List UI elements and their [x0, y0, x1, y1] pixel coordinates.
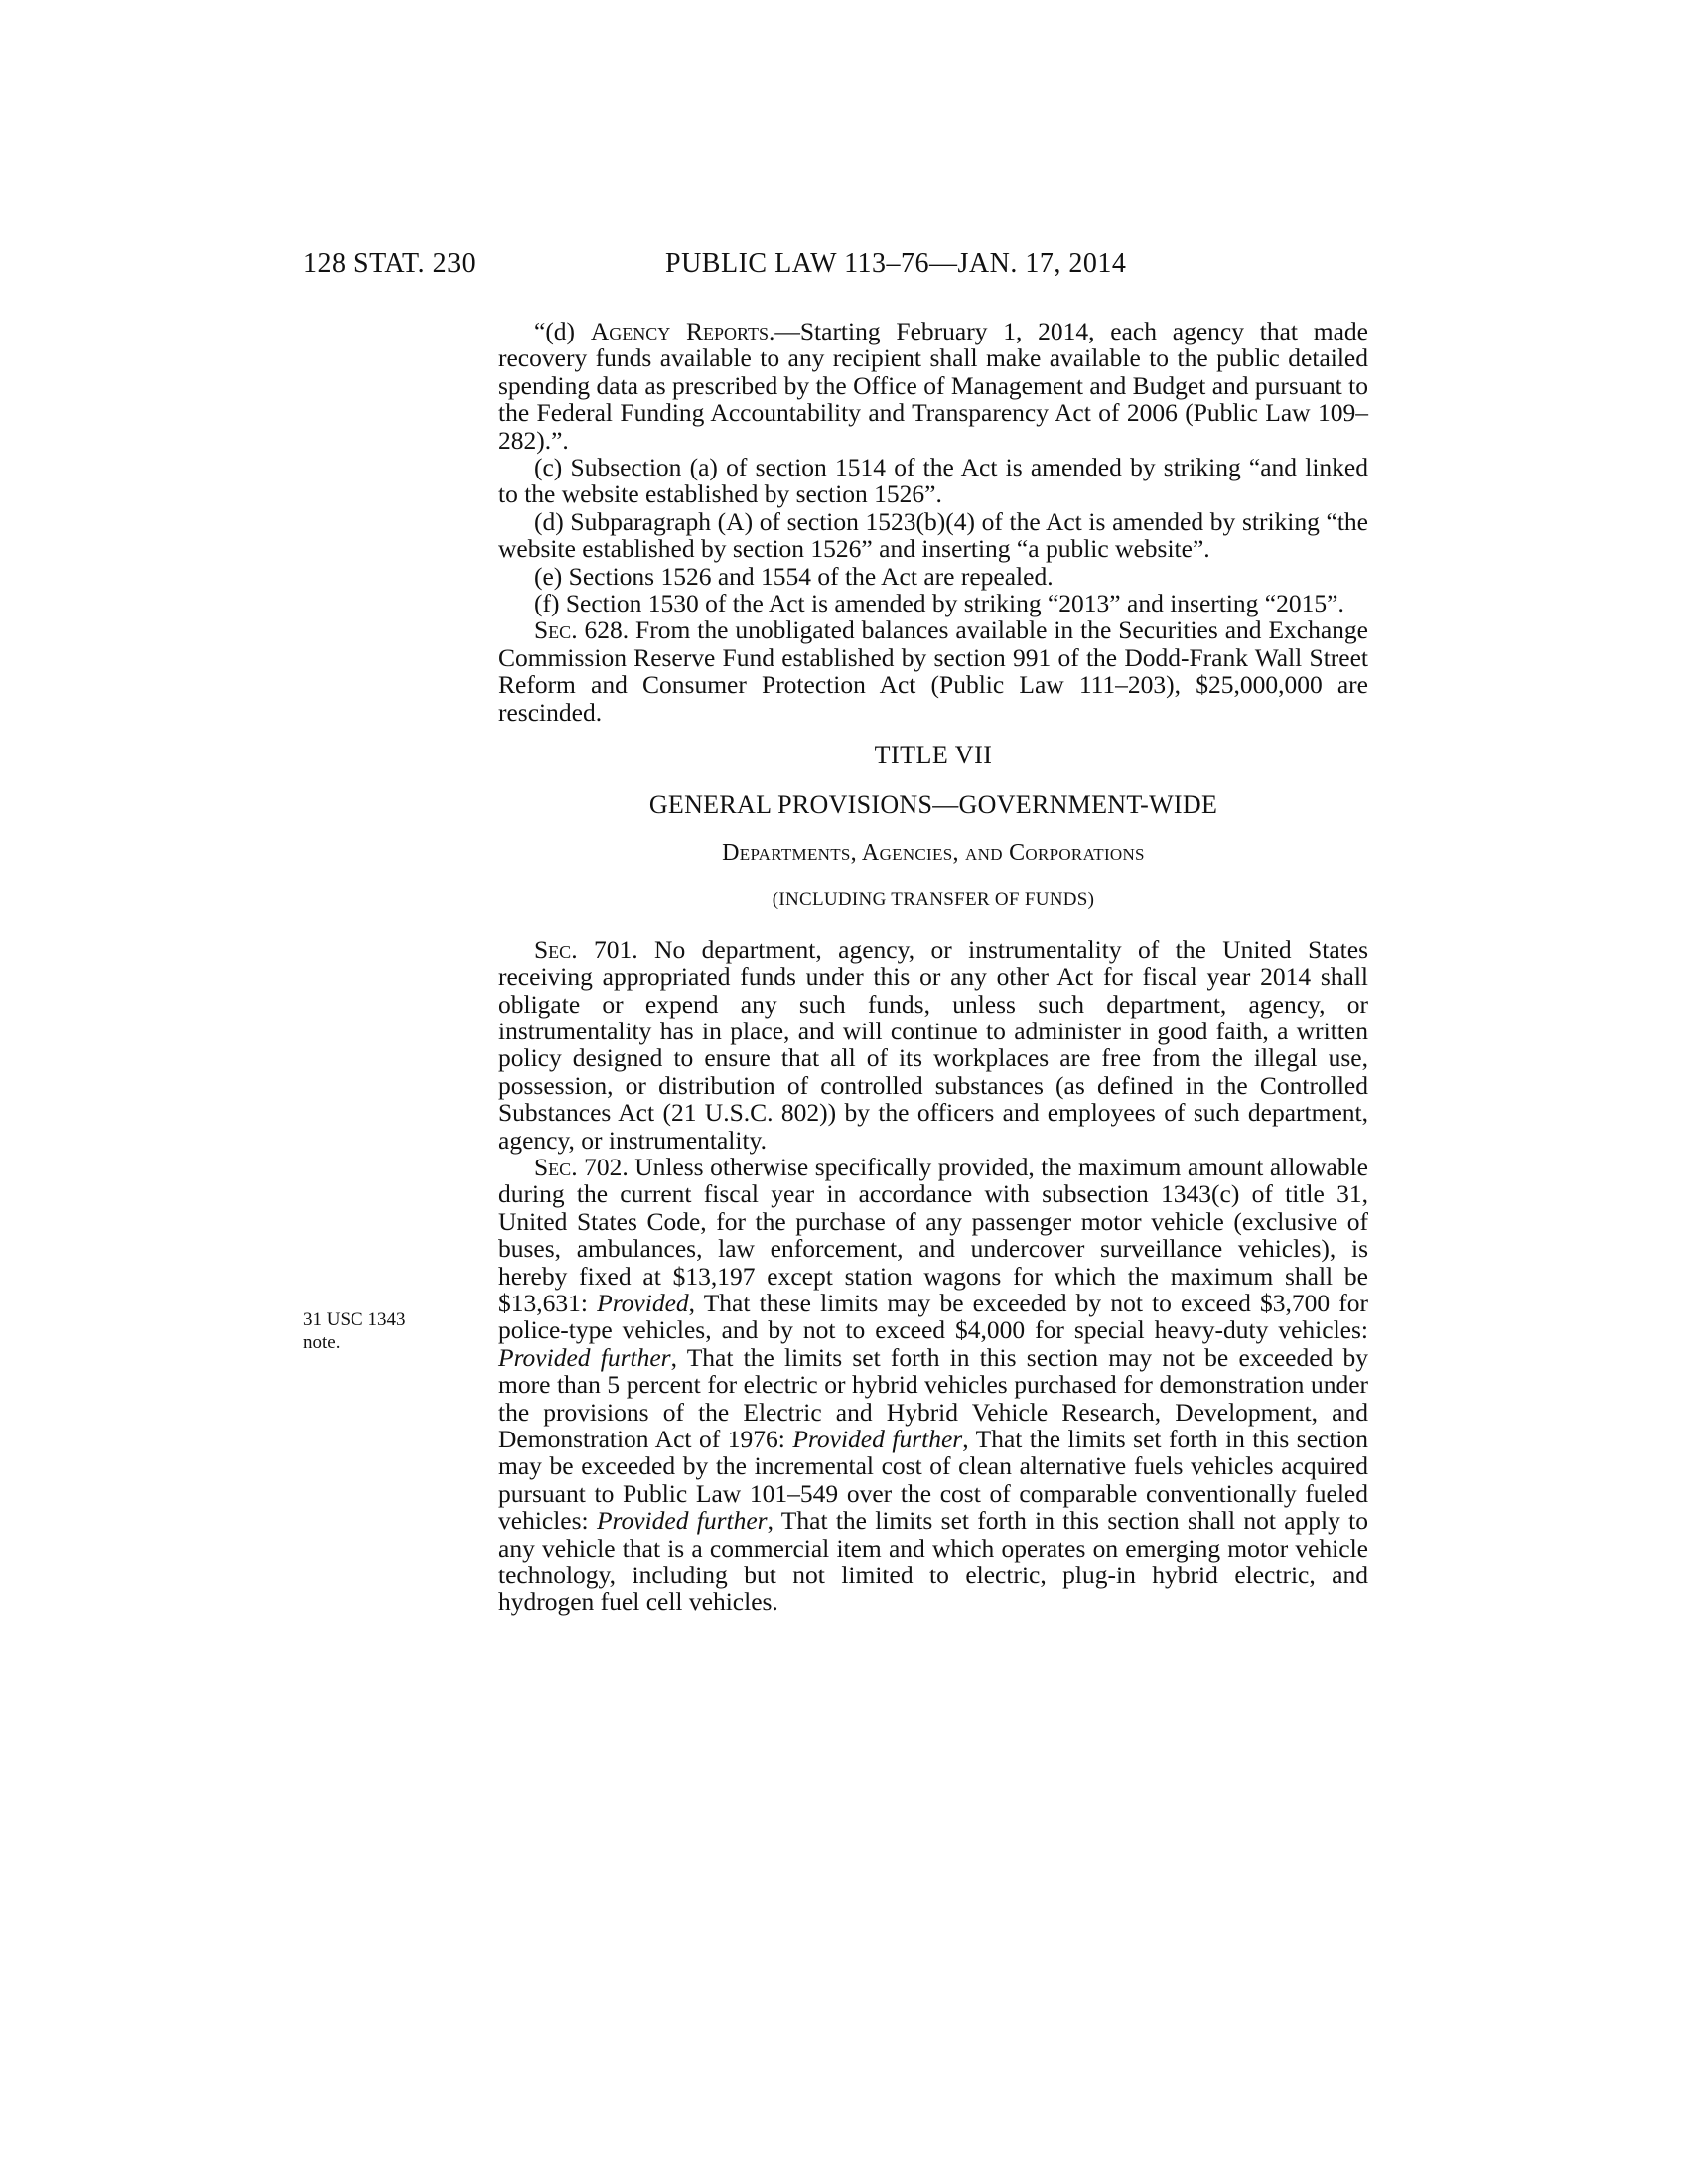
paragraph-prefix: “(d) — [534, 317, 591, 345]
paragraph-text: , That the limits set forth in this section shall not apply to any vehicle that is a commercial item and which operates on emerging motor vehicle technology, including but not limited to electric, plug-in hybrid electric, and hydrogen fuel cell vehicles. — [498, 1506, 1369, 1617]
paragraph-text: , That the limits set forth in this section may be exceeded by the incremental cost of clean alternative fuels vehicles acquired pursuant to Public Law 101–549 over the cost of comparable conventionally fueled vehicles: — [498, 1425, 1369, 1536]
proviso-italic: Provided further — [498, 1342, 671, 1372]
paragraph-text: . 628. From the unobligated balances available in the Securities and Exchange Commission Reserve Fund established by section 991 of the Dodd-Frank Wall Street Reform and Consumer Protection Act (Public Law 111–203), $25,000,000 are rescinded. — [498, 615, 1368, 727]
section-label: Sec — [534, 934, 572, 964]
paragraph-text: . 701. No department, agency, or instrumentality of the United States receiving appropriated funds under this or any other Act for fiscal year 2014 shall obligate or expend any such funds, unless such department, agency, or instrumentality has in place, and will continue to administer in good faith, a written policy designed to ensure that all of its workplaces are free from the illegal use, possession, or distribution of controlled substances (as defined in the Controlled Substances Act (21 U.S.C. 802)) by the officers and employees of such department, agency, or instrumentality. — [498, 934, 1368, 1155]
page-header — [0, 248, 1688, 288]
proviso-italic: Provided further — [596, 1506, 768, 1536]
paragraph-d: (d) Subparagraph (A) of section 1523(b)(4) of the Act is amended by striking “the website established by section 1526” and inserting “a public website”. — [498, 506, 1368, 564]
proviso-italic: Provided further — [792, 1425, 963, 1454]
paragraph-e: (e) Sections 1526 and 1554 of the Act are repealed. — [534, 561, 1054, 591]
margin-note — [303, 1308, 452, 1354]
margin-note-citation: 31 USC 1343 — [303, 1309, 406, 1330]
paragraph-agency-reports — [498, 318, 1368, 454]
page-stat-citation: 128 STAT. 230 — [303, 248, 477, 279]
paragraph-f: (f) Section 1530 of the Act is amended by striking “2013” and inserting “2015”. — [534, 589, 1344, 618]
paragraph-text: , That these limits may be exceeded by not to exceed $3,700 for police-type vehicles, and by not to exceed $4,000 for special heavy-duty vehicles: — [498, 1289, 1368, 1345]
title-heading: TITLE VII — [874, 741, 993, 770]
paragraph-sec-701 — [498, 936, 1368, 1154]
subsection-heading: Agency Reports — [590, 317, 769, 345]
paragraph-c: (c) Subsection (a) of section 1514 of the Act is amended by striking “and linked to the website established by section 1526”. — [498, 453, 1368, 509]
departments-heading: Departments, Agencies, and Corporations — [722, 839, 1145, 866]
paragraph-sec-702 — [498, 1154, 1368, 1616]
paragraph-text: . 702. Unless otherwise specifically provided, the maximum amount allowable during the current fiscal year in accordance with subsection 1343(c) of title 31, United States Code, for the purchase of any passenger motor vehicle (exclusive of buses, ambulances, law enforcement, and undercover surveillance vehicles), is hereby fixed at $13,197 except station wagons for which the maximum shall be $13,631: — [498, 1152, 1368, 1317]
margin-note-suffix: note. — [303, 1332, 341, 1353]
transfer-heading: (INCLUDING TRANSFER OF FUNDS) — [772, 889, 1095, 911]
provisions-heading: GENERAL PROVISIONS—GOVERNMENT-WIDE — [648, 789, 1218, 819]
running-head: PUBLIC LAW 113–76—JAN. 17, 2014 — [665, 248, 1127, 279]
section-label: Sec — [534, 1152, 572, 1181]
section-label: Sec — [534, 615, 572, 645]
body-text-column — [498, 318, 1368, 1616]
paragraph-text: .—Starting February 1, 2014, each agency that made recovery funds available to any recipient shall make available to the public detailed spending data as prescribed by the Office of Management and Budget and pursuant to the Federal Funding Accountability and Transparency Act of 2006 (Public Law 109–282).”. — [498, 317, 1368, 455]
paragraph-text: , That the limits set forth in this section may not be exceeded by more than 5 percent for electric or hybrid vehicles purchased for demonstration under the provisions of the Electric and Hybrid Vehicle Research, Development, and Demonstration Act of 1976: — [498, 1342, 1368, 1454]
paragraph-sec-628 — [498, 616, 1368, 726]
proviso-italic: Provided — [597, 1289, 689, 1317]
